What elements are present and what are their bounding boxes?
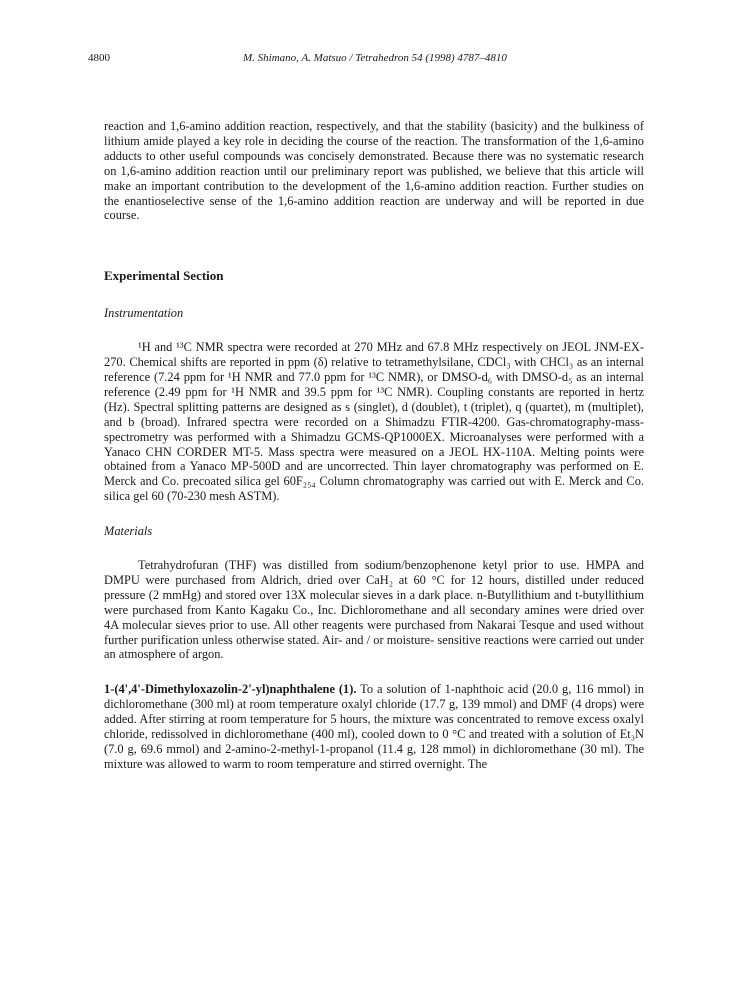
intro-paragraph: reaction and 1,6-amino addition reaction, respectively, and that the stability (basicity) and the bulkiness of lithium amide played a key role in deciding the course of the reaction. The transformation of the 1,6-amino adducts to other useful compounds was concisely demonstrated. Because there was no systematic research on 1,6-amino addition reaction until our preliminary report was published, we believe that this article will make an important contribution to the development of the 1,6-amino addition reaction. Further studies on the enantioselective sense of the 1,6-amino addition reaction are underway and will be reported in due course. <box>104 119 644 223</box>
spacer <box>104 662 644 682</box>
running-header <box>88 52 643 68</box>
running-title: M. Shimano, A. Matsuo / Tetrahedron 54 (1998) 4787–4810 <box>243 52 507 64</box>
materials-paragraph: Tetrahydrofuran (THF) was distilled from sodium/benzophenone ketyl prior to use. HMPA and DMPU were purchased from Aldrich, dried over CaH₂ at 60 °C for 12 hours, distilled under reduced pressure (2 mmHg) and stored over 13X molecular sieves in a dark place. n-Butyllithium and t-butyllithium were purchased from Kanto Kagaku Co., Inc. Dichloromethane and all secondary amines were dried over 4A molecular sieves prior to use. All other reagents were purchased from Nakarai Tesque and used without further purification unless otherwise stated. Air- and / or moisture- sensitive reactions were carried out under an atmosphere of argon. <box>104 558 644 662</box>
spacer <box>104 504 644 524</box>
section-title: Experimental Section <box>104 268 224 284</box>
instrumentation-paragraph: ¹H and ¹³C NMR spectra were recorded at 270 MHz and 67.8 MHz respectively on JEOL JNM-EX-270. Chemical shifts are reported in ppm (δ) relative to tetramethylsilane, CDCl₃ with CHCl₃ as an internal reference (7.24 ppm for ¹H NMR and 77.0 ppm for ¹³C NMR), or DMSO-d₆ with DMSO-d₅ as an internal reference (2.49 ppm for ¹H NMR and 39.5 ppm for ¹³C NMR). Coupling constants are reported in hertz (Hz). Spectral splitting patterns are designed as s (singlet), d (doublet), t (triplet), q (quartet), m (multiplet), and b (broad). Infrared spectra were recorded on a Shimadzu FTIR-4200. Gas-chromatography-mass-spectrometry was performed with a Shimadzu GCMS-QP1000EX. Microanalyses were performed with a Yanaco CHN CORDER MT-5. Mass spectra were measured on a JEOL HX-110A. Melting points were obtained from a Yanaco MP-500D and are uncorrected. Thin layer chromatography was performed on E. Merck and Co. precoated silica gel 60F₂₅₄ Column chromatography was carried out with E. Merck and Co. silica gel 60 (70-230 mesh ASTM). <box>104 340 644 504</box>
compound-title: 1-(4',4'-Dimethyloxazolin-2'-yl)naphthalene (1). <box>104 682 357 697</box>
page-body <box>104 119 644 772</box>
instrumentation-heading: Instrumentation <box>104 306 184 321</box>
materials-heading: Materials <box>104 524 153 539</box>
page-number: 4800 <box>88 52 110 64</box>
procedure-text: To a solution of 1-naphthoic acid (20.0 g, 116 mmol) in dichloromethane (300 ml) at room temperature oxalyl chloride (17.7 g, 139 mmol) and DMF (4 drops) were added. After stirring at room temperature for 5 hours, the mixture was concentrated to remove excess oxalyl chloride, redissolved in dichloromethane (400 ml), cooled down to 0 °C and treated with a solution of Et₃N (7.0 g, 69.6 mmol) and 2-amino-2-methyl-1-propanol (11.4 g, 128 mmol) in dichloromethane (30 ml). The mixture was allowed to warm to room temperature and stirred overnight. The <box>104 682 644 771</box>
procedure-paragraph <box>104 682 644 771</box>
